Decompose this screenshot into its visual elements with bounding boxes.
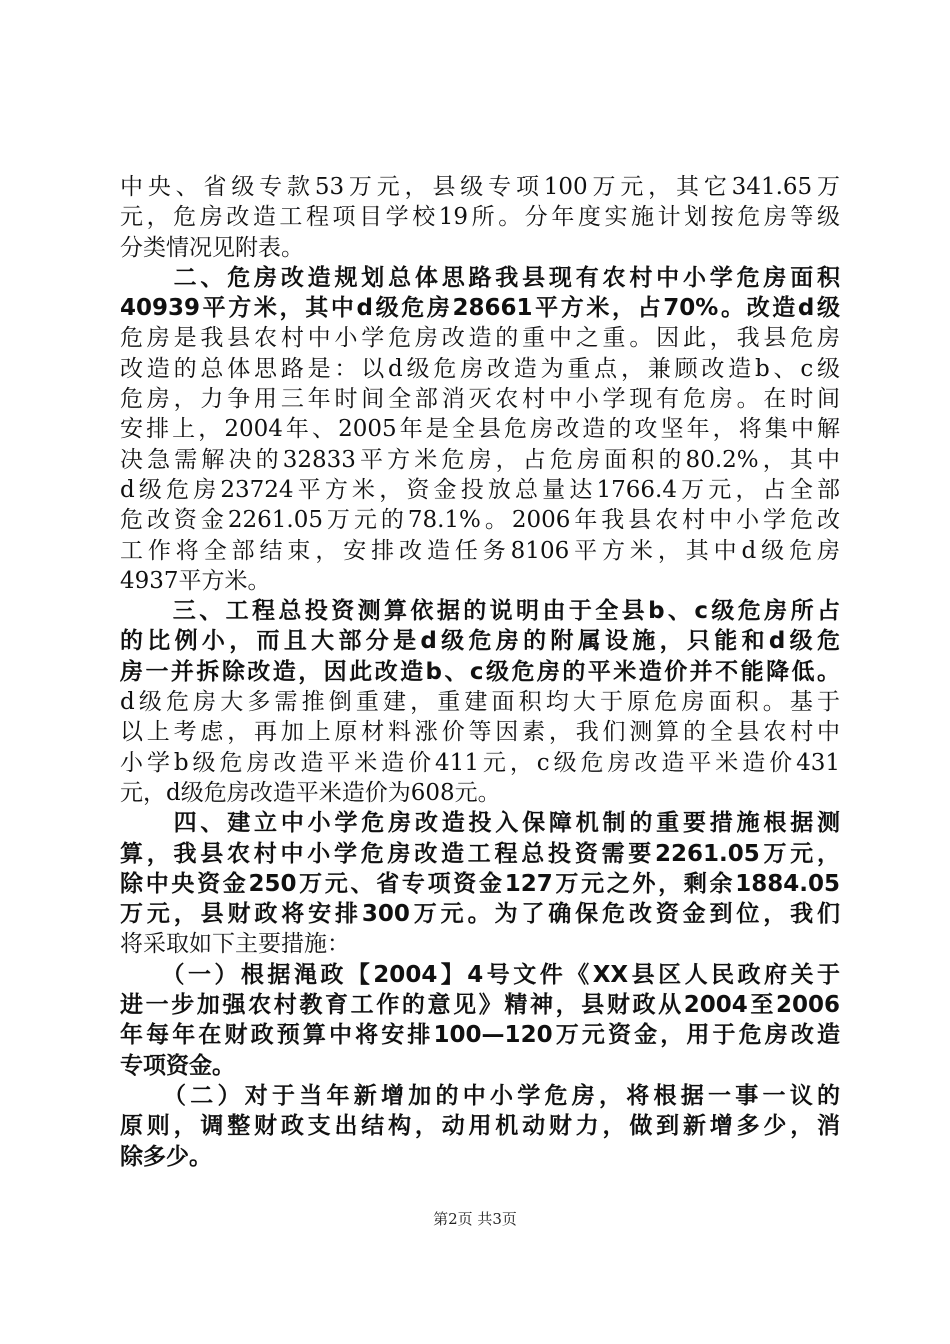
text-line-content: 将采取如下主要措施： xyxy=(120,931,350,958)
text-line xyxy=(120,1051,840,1081)
text-line-content: 危改资金2261.05万元的78.1%。2006年我县农村中小学危改 xyxy=(120,507,840,534)
text-line xyxy=(120,899,840,929)
text-line xyxy=(120,748,840,778)
document-body xyxy=(120,172,840,1172)
text-line xyxy=(120,233,840,263)
text-line-content: 危房是我县农村中小学危房改造的重中之重。因此，我县危房 xyxy=(120,325,840,352)
text-line xyxy=(120,960,840,990)
text-line xyxy=(120,566,840,596)
text-line-content: 安排上，2004年、2005年是全县危房改造的攻坚年，将集中解 xyxy=(120,416,840,443)
text-line xyxy=(120,202,840,232)
text-line-content: 元，d级危房改造平米造价为608元。 xyxy=(120,779,501,806)
text-line xyxy=(120,445,840,475)
text-line-content: 三、工程总投资测算依据的说明由于全县b、c级危房所占 xyxy=(120,598,840,625)
text-line xyxy=(120,172,840,202)
text-line-content: 小学b级危房改造平米造价411元，c级危房改造平米造价431 xyxy=(120,749,840,776)
text-line-content: 改造的总体思路是：以d级危房改造为重点，兼顾改造b、c级 xyxy=(120,355,840,382)
text-line-content: 中央、省级专款53万元，县级专项100万元，其它341.65万 xyxy=(120,174,840,200)
text-line-content: 除多少。 xyxy=(120,1143,212,1170)
text-line xyxy=(120,293,840,323)
text-line xyxy=(120,1111,840,1141)
text-line xyxy=(120,1142,840,1172)
text-line-content: 以上考虑，再加上原材料涨价等因素，我们测算的全县农村中 xyxy=(120,719,840,746)
text-line xyxy=(120,263,840,293)
text-line xyxy=(120,717,840,747)
text-line-content: 年每年在财政预算中将安排100—120万元资金，用于危房改造 xyxy=(120,1022,840,1049)
text-line-content: 原则，调整财政支出结构，动用机动财力，做到新增多少，消 xyxy=(120,1113,840,1140)
text-line xyxy=(120,869,840,899)
text-line-content: 二、危房改造规划总体思路我县现有农村中小学危房面积 xyxy=(120,264,840,291)
text-line-content: （一）根据渑政【2004】4号文件《XX县区人民政府关于 xyxy=(120,961,840,988)
text-line-content: 决急需解决的32833平方米危房，占危房面积的80.2%，其中 xyxy=(120,446,840,473)
text-line-content: d级危房大多需推倒重建，重建面积均大于原危房面积。基于 xyxy=(120,689,840,716)
text-line-content: 四、建立中小学危房改造投入保障机制的重要措施根据测 xyxy=(120,810,840,837)
text-line-content: 40939平方米，其中d级危房28661平方米，占70%。改造d级 xyxy=(120,295,840,322)
text-line-content: d级危房23724平方米，资金投放总量达1766.4万元，占全部 xyxy=(120,476,840,503)
text-line-content: 的比例小，而且大部分是d级危房的附属设施，只能和d级危 xyxy=(120,628,840,655)
text-line-content: （二）对于当年新增加的中小学危房，将根据一事一议的 xyxy=(120,1082,840,1109)
text-line xyxy=(120,839,840,869)
text-line xyxy=(120,384,840,414)
text-line xyxy=(120,414,840,444)
text-line xyxy=(120,475,840,505)
text-line-content: 工作将全部结束，安排改造任务8106平方米，其中d级危房 xyxy=(120,537,840,564)
text-line xyxy=(120,536,840,566)
text-line-content: 危房，力争用三年时间全部消灭农村中小学现有危房。在时间 xyxy=(120,386,840,413)
text-line-content: 房一并拆除改造，因此改造b、c级危房的平米造价并不能降低。 xyxy=(120,658,840,685)
text-line xyxy=(120,657,840,687)
text-line-content: 除中央资金250万元、省专项资金127万元之外，剩余1884.05 xyxy=(120,870,840,897)
text-line xyxy=(120,1020,840,1050)
text-line xyxy=(120,354,840,384)
text-line xyxy=(120,778,840,808)
text-line-content: 分类情况见附表。 xyxy=(120,234,304,261)
page-number: 第2页 共3页 xyxy=(433,1210,517,1228)
text-line-content: 专项资金。 xyxy=(120,1052,235,1079)
text-line-content: 万元，县财政将安排300万元。为了确保危改资金到位，我们 xyxy=(120,901,840,928)
text-line xyxy=(120,929,840,959)
text-line xyxy=(120,505,840,535)
text-line-content: 4937平方米。 xyxy=(120,567,271,594)
text-line xyxy=(120,1081,840,1111)
text-line xyxy=(120,323,840,353)
text-line-content: 元，危房改造工程项目学校19所。分年度实施计划按危房等级 xyxy=(120,204,840,231)
text-line xyxy=(120,596,840,626)
page-footer xyxy=(0,1208,950,1229)
text-line-content: 进一步加强农村教育工作的意见》精神，县财政从2004至2006 xyxy=(120,992,840,1019)
text-line xyxy=(120,808,840,838)
text-line-content: 算，我县农村中小学危房改造工程总投资需要2261.05万元， xyxy=(120,840,840,867)
text-line xyxy=(120,687,840,717)
text-line xyxy=(120,990,840,1020)
text-line xyxy=(120,626,840,656)
